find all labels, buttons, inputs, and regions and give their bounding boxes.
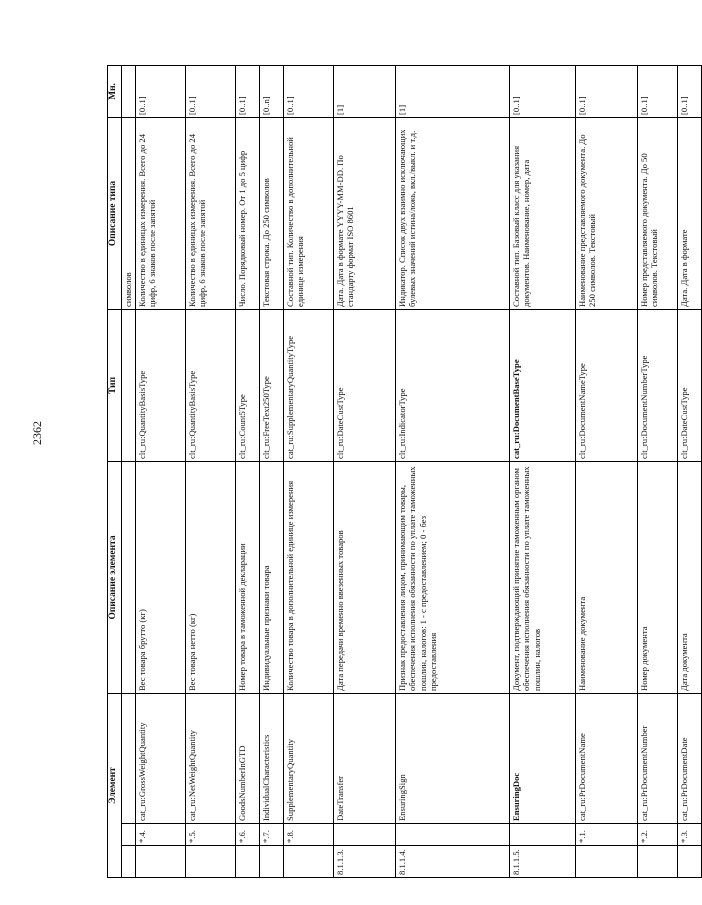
multiplicity-cell: [0..n] [260,65,284,117]
element-description-cell: Дата передачи временно ввезенных товаров [334,461,396,693]
header-type: Тип [108,309,122,461]
multiplicity-cell: [0..1] [186,65,236,117]
table-row [638,65,678,877]
subrow-number-cell [510,824,576,846]
type-cell: clt_ru:DateCustType [334,309,396,461]
row-number-cell [284,846,334,878]
subrow-number-cell: *.4. [136,824,186,846]
row-number-cell [236,846,260,878]
element-description-cell: Номер документа [638,461,678,693]
row-number-cell [186,846,236,878]
type-cell: clt_ru:QuantityBasisType [136,309,186,461]
row-number-cell [260,846,284,878]
type-description-cell: Составной тип. Количество в дополнительной единице измерения [284,117,334,309]
element-description-cell: Признак предоставления лицом, принимающим товары, обеспечения исполнения обязанности по уплате таможенных пошлин, налогов: 1 - с предоставлением; 0 - без предоставления [396,461,510,693]
element-name-cell: cat_ru:PrDocumentNumber [638,693,678,823]
schema-table [107,65,702,878]
type-cell: clt_ru:QuantityBasisType [186,309,236,461]
type-description-cell: Текстовая строка. До 250 символов [260,117,284,309]
table-row [236,65,260,877]
type-description-cell: Дата. Дата в формате [678,117,702,309]
row-number-cell: 8.1.1.5. [510,846,576,878]
table-row [678,65,702,877]
table-header-row [108,65,122,877]
element-name-cell: EnsuringDoc [510,693,576,823]
type-description-cell: Число. Порядковый номер. От 1 до 5 цифр [236,117,260,309]
type-cell: clt_ru:DateCustType [678,309,702,461]
multiplicity-cell: [0..1] [678,65,702,117]
multiplicity-cell: [0..1] [136,65,186,117]
table-row [186,65,236,877]
multiplicity-cell: [0..1] [236,65,260,117]
row-number-cell: 8.1.1.4. [396,846,510,878]
table-row [510,65,576,877]
page-number: 2362 [30,421,44,445]
type-cell [122,309,136,461]
element-description-cell: Дата документа [678,461,702,693]
element-name-cell: SupplementaryQuantity [284,693,334,823]
multiplicity-cell: [0..1] [576,65,638,117]
multiplicity-cell: [1] [334,65,396,117]
subrow-number-cell: *.2. [638,824,678,846]
row-number-cell [136,846,186,878]
type-description-cell: Индикатор. Список двух взаимно исключающих булевых значений истина/ложь, вкл./выкл. и т.д. [396,117,510,309]
subrow-number-cell: *.7. [260,824,284,846]
row-number-cell [678,846,702,878]
element-description-cell [122,461,136,693]
type-cell: clt_ru:DocumentNameType [576,309,638,461]
element-name-cell: DateTransfer [334,693,396,823]
element-name-cell: cat_ru:GrossWeightQuantity [136,693,186,823]
element-name-cell: cat_ru:PrDocumentDate [678,693,702,823]
row-number-cell [638,846,678,878]
table-row [334,65,396,877]
element-description-cell: Индивидуальные признаки товара [260,461,284,693]
element-description-cell: Вес товара брутто (кг) [136,461,186,693]
subrow-number-cell [334,824,396,846]
type-description-cell: символов [122,117,136,309]
header-description: Описание элемента [108,461,122,693]
type-cell: clt_ru:Count5Type [236,309,260,461]
element-description-cell: Наименование документа [576,461,638,693]
type-description-cell: Дата. Дата в формате YYYY-MM-DD. По стандарту формат ISO 8601 [334,117,396,309]
element-name-cell [122,693,136,823]
element-description-cell: Вес товара нетто (кг) [186,461,236,693]
table-row [284,65,334,877]
type-description-cell: Составной тип. Базовый класс для указания документов. Наименование, номер, дата [510,117,576,309]
header-element: Элемент [108,693,122,877]
table-row [396,65,510,877]
element-name-cell: cat_ru:PrDocumentName [576,693,638,823]
multiplicity-cell: [1] [396,65,510,117]
subrow-number-cell: *.8. [284,824,334,846]
element-description-cell: Количество товара в дополнительной единице измерения [284,461,334,693]
rotated-table-container [107,66,689,878]
header-type-description: Описание типа [108,117,122,309]
type-description-cell: Номер представляемого документа. До 50 символов. Текстовый [638,117,678,309]
type-cell: cat_ru:SupplementaryQuantityType [284,309,334,461]
multiplicity-cell: [0..1] [510,65,576,117]
multiplicity-cell: [0..1] [284,65,334,117]
table-row [136,65,186,877]
table-body [122,65,702,877]
table-row [122,65,136,877]
type-cell: clt_ru:DocumentNumberType [638,309,678,461]
row-number-cell: 8.1.1.3. [334,846,396,878]
subrow-number-cell: *.1. [576,824,638,846]
subrow-number-cell [396,824,510,846]
subrow-number-cell: *.5. [186,824,236,846]
subrow-number-cell: *.6. [236,824,260,846]
element-name-cell: EnsuringSign [396,693,510,823]
element-name-cell: IndividualCharacteristics [260,693,284,823]
type-cell: cat_ru:DocumentBaseType [510,309,576,461]
type-description-cell: Наименование представляемого документа. До 250 символов. Текстовый [576,117,638,309]
element-name-cell: GoodsNumberInGTD [236,693,260,823]
type-cell: clt_ru:FreeText250Type [260,309,284,461]
type-cell: clt_ru:IndicatorType [396,309,510,461]
element-name-cell: cat_ru:NetWeightQuantity [186,693,236,823]
row-number-cell [122,846,136,878]
type-description-cell: Количество в единицах измерения. Всего до 24 цифр, 6 знаков после запятой [136,117,186,309]
multiplicity-cell: [0..1] [638,65,678,117]
multiplicity-cell [122,65,136,117]
subrow-number-cell [122,824,136,846]
header-multiplicity: Мн. [108,65,122,117]
type-description-cell: Количество в единицах измерения. Всего до 24 цифр, 6 знаков после запятой [186,117,236,309]
subrow-number-cell: *.3. [678,824,702,846]
row-number-cell [576,846,638,878]
table-row [576,65,638,877]
element-description-cell: Номер товара в таможенной декларации [236,461,260,693]
element-description-cell: Документ, подтверждающий принятие таможенным органом обеспечения исполнения обязанности по уплате таможенных пошлин, налогов [510,461,576,693]
table-row [260,65,284,877]
